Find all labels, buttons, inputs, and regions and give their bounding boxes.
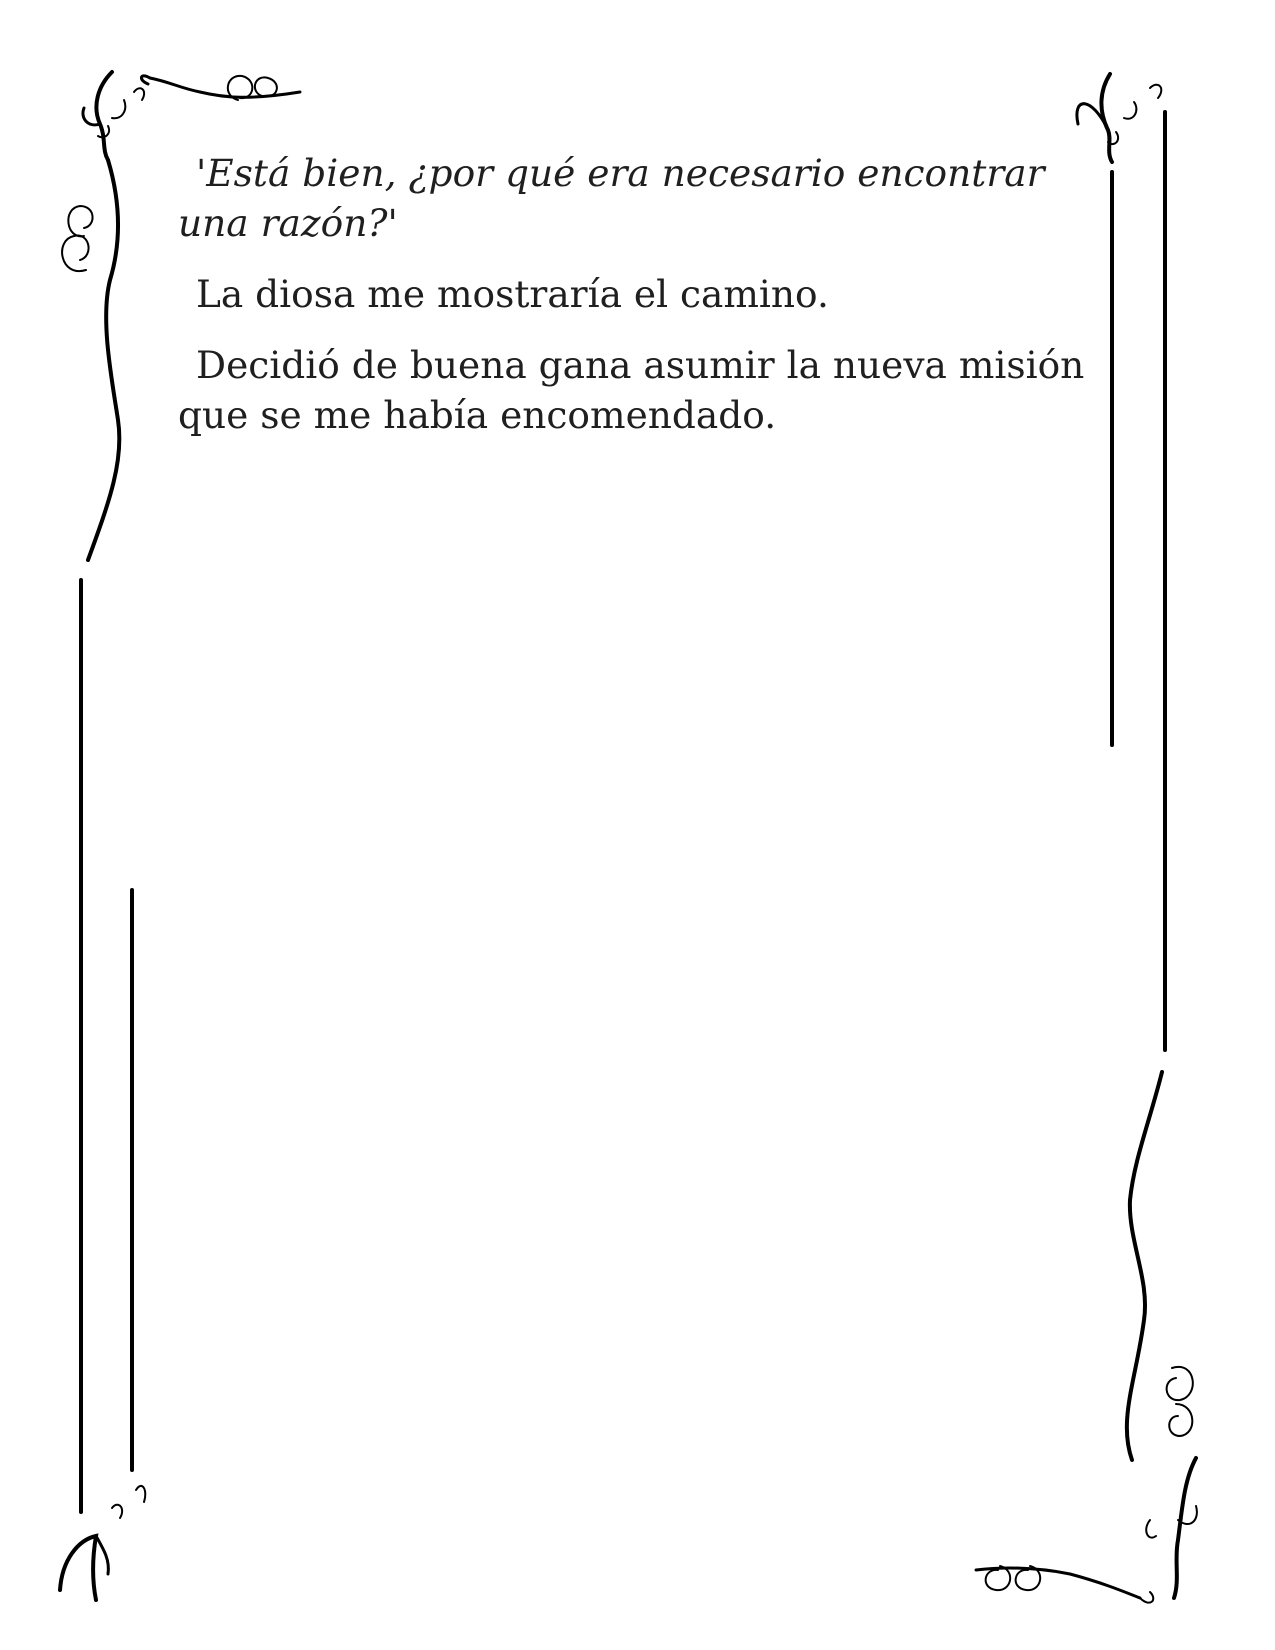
paragraph-1-line-1: 'Está bien, ¿por qué era necesario encontrar — [196, 151, 1045, 195]
paragraph-1-line-2: una razón?' — [178, 201, 398, 245]
paragraph-3-line-2: que se me había encomendado. — [178, 393, 777, 437]
document-body — [178, 148, 1108, 461]
paragraph-1 — [178, 148, 1108, 248]
paragraph-2-line-1: La diosa me mostraría el camino. — [196, 272, 829, 316]
flourish-bottom-right-icon — [976, 1072, 1197, 1603]
paragraph-2 — [178, 269, 1108, 319]
flourish-bottom-left-icon — [60, 1486, 145, 1600]
paragraph-3-line-1: Decidió de buena gana asumir la nueva misión — [196, 343, 1085, 387]
paragraph-3 — [178, 340, 1108, 440]
